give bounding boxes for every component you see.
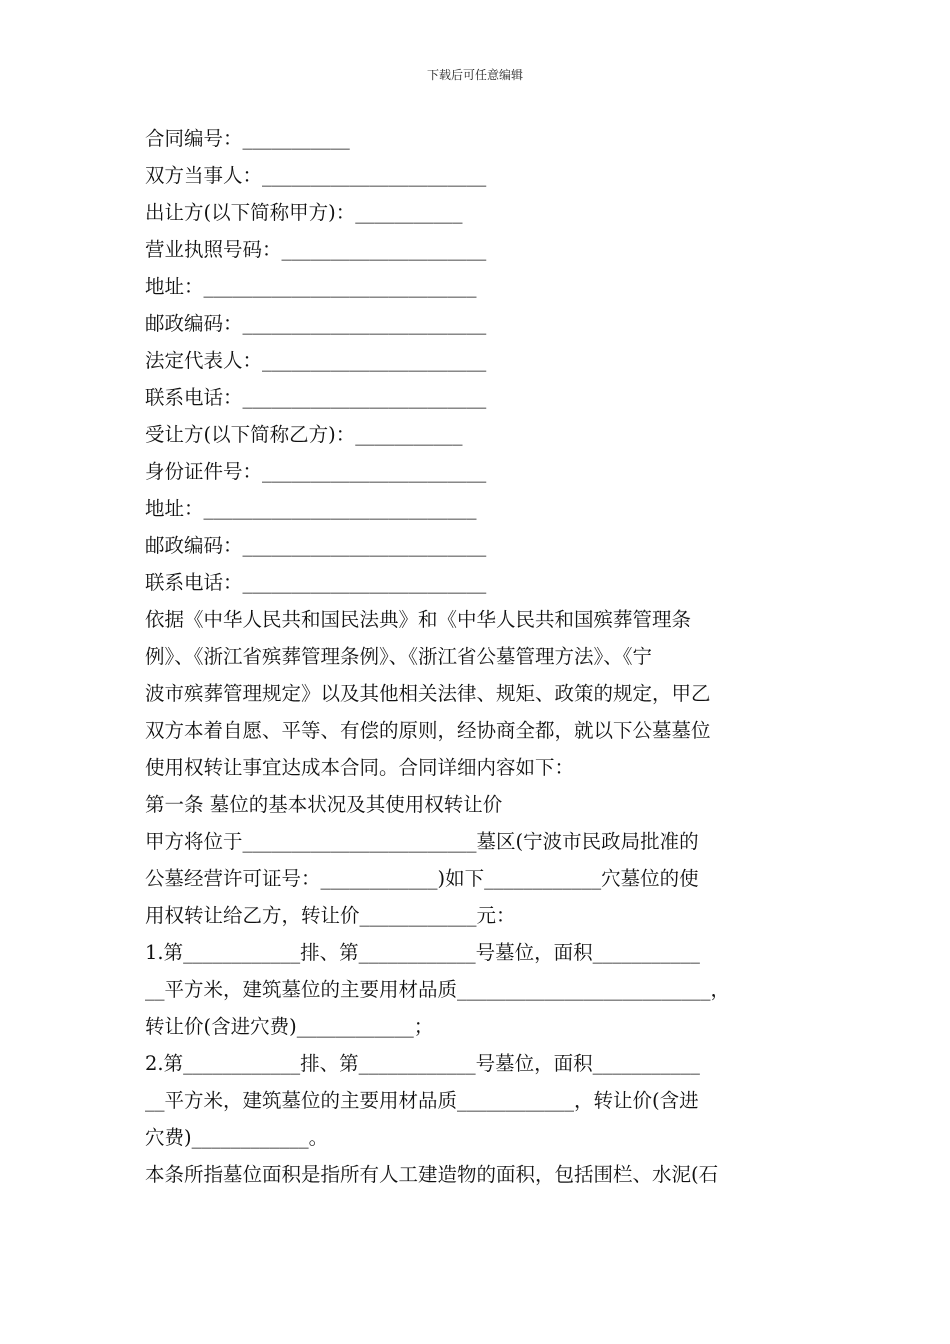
paragraph-line: 2.第____________排、第____________号墓位，面积___________ [145,1052,700,1075]
paragraph-line: 使用权转让事宜达成本合同。合同详细内容如下： [145,756,575,779]
transferor-line: 出让方(以下简称甲方)：___________ [145,201,463,224]
phone-line-b: 联系电话：_________________________ [145,571,487,594]
paragraph-line: 波市殡葬管理规定》以及其他相关法律、规矩、政策的规定，甲乙 [145,682,711,705]
paragraph-line: 用权转让给乙方，转让价____________元： [145,904,516,927]
page-header: 下载后可任意编辑 [426,68,523,82]
transferee-line: 受让方(以下简称乙方)：___________ [145,423,463,446]
business-license-line: 营业执照号码：_____________________ [145,238,487,261]
paragraph-line: __平方米，建筑墓位的主要用材品质____________，转让价(含进 [145,1089,699,1112]
postcode-line: 邮政编码：_________________________ [145,312,487,335]
legal-rep-line: 法定代表人：_______________________ [145,349,487,372]
parties-line: 双方当事人：_______________________ [145,164,487,187]
paragraph-line: __平方米，建筑墓位的主要用材品质__________________________， [145,978,731,1001]
paragraph-line: 双方本着自愿、平等、有偿的原则，经协商全都，就以下公墓墓位 [145,719,711,742]
address-line: 地址：____________________________ [145,275,477,298]
article-heading: 第一条 墓位的基本状况及其使用权转让价 [145,793,503,816]
paragraph-line: 本条所指墓位面积是指所有人工建造物的面积，包括围栏、水泥(石 [145,1163,719,1186]
paragraph-line: 公墓经营许可证号：____________)如下____________穴墓位的使 [145,867,699,890]
address-line-b: 地址：____________________________ [145,497,477,520]
paragraph-line: 穴费)____________。 [145,1126,329,1149]
paragraph-line: 甲方将位于________________________墓区(宁波市民政局批准的 [145,830,699,853]
id-number-line: 身份证件号：_______________________ [145,460,487,483]
paragraph-line: 例》、《浙江省殡葬管理条例》、《浙江省公墓管理方法》、《宁 [145,645,653,668]
postcode-line-b: 邮政编码：_________________________ [145,534,487,557]
phone-line: 联系电话：_________________________ [145,386,487,409]
contract-number-line: 合同编号：___________ [145,127,350,150]
paragraph-line: 转让价(含进穴费)____________； [145,1015,434,1038]
paragraph-line: 1.第____________排、第____________号墓位，面积___________ [145,941,700,964]
paragraph-line: 依据《中华人民共和国民法典》和《中华人民共和国殡葬管理条 [145,608,692,631]
